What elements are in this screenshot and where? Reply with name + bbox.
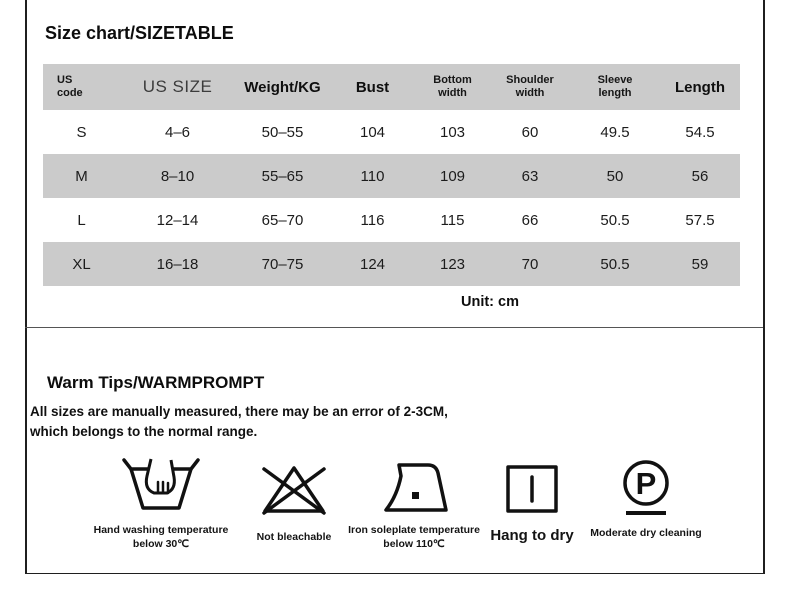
- column-header-shoulder-width: Shoulder width: [490, 64, 570, 110]
- size-cell: M: [75, 167, 88, 185]
- table-row-s: [43, 110, 740, 154]
- size-cell: 49.5: [600, 123, 630, 141]
- size-cell: 115: [440, 211, 465, 229]
- size-cell: 123: [439, 255, 466, 273]
- table-row-m: [43, 154, 740, 198]
- care-item-hand-wash: [88, 456, 234, 551]
- unit-note: Unit: cm: [461, 294, 519, 310]
- size-chart-title: Size chart/SIZETABLE: [45, 23, 234, 43]
- table-row-xl: [43, 242, 740, 286]
- size-cell: 56: [691, 167, 709, 185]
- size-cell: 116: [360, 211, 385, 229]
- size-cell: 16–18: [156, 255, 199, 273]
- size-cell: 103: [439, 123, 466, 141]
- size-cell: 104: [359, 123, 386, 141]
- size-cell: 110: [360, 167, 385, 185]
- size-cell: 66: [521, 211, 539, 229]
- size-cell: 50.5: [600, 211, 630, 229]
- section-divider: [25, 327, 763, 328]
- size-cell: 60: [521, 123, 539, 141]
- size-cell: 50.5: [600, 255, 630, 273]
- size-cell: 8–10: [160, 167, 195, 185]
- no-bleach-icon: [261, 461, 327, 515]
- size-cell: L: [77, 211, 86, 229]
- size-cell: 63: [521, 167, 539, 185]
- size-table: [43, 64, 740, 286]
- hand-wash-icon: [121, 456, 201, 514]
- size-cell: 59: [691, 255, 709, 273]
- care-label: Hang to dry: [490, 527, 574, 544]
- hang-to-dry-icon: [505, 464, 559, 514]
- svg-text:P: P: [635, 466, 657, 501]
- column-header-bottom-width: Bottom width: [415, 64, 490, 110]
- column-header-us-size: US SIZE: [120, 64, 235, 110]
- size-cell: 70: [521, 255, 539, 273]
- table-row-l: [43, 198, 740, 242]
- header-row: [43, 64, 740, 110]
- warm-tips-title: Warm Tips/WARMPROMPT: [47, 373, 265, 392]
- column-header-weight: Weight/KG: [235, 64, 330, 110]
- warm-tips-note: [30, 402, 448, 441]
- care-label: Iron soleplate temperature below 110℃: [348, 524, 480, 550]
- care-item-no-bleach: [238, 461, 350, 544]
- frame-bottom-border: [25, 573, 765, 575]
- column-header-us-code: US code: [43, 64, 120, 110]
- size-cell: 65–70: [261, 211, 304, 229]
- column-header-bust: Bust: [330, 64, 415, 110]
- iron-low-temp-icon: [378, 458, 450, 515]
- size-cell: 70–75: [261, 255, 304, 273]
- size-cell: 4–6: [164, 123, 191, 141]
- care-item-iron: [346, 458, 482, 551]
- size-cell: S: [76, 123, 87, 141]
- dry-clean-icon: [618, 458, 674, 517]
- warm-tips-note-line1: All sizes are manually measured, there may be an error of 2-3CM,: [30, 404, 448, 419]
- size-cell: 109: [439, 167, 466, 185]
- column-header-sleeve-length: Sleeve length: [570, 64, 660, 110]
- warm-tips-note-line2: which belongs to the normal range.: [30, 423, 258, 439]
- size-cell: 124: [359, 255, 386, 273]
- care-item-dry-clean: [577, 458, 715, 540]
- size-cell: 55–65: [261, 167, 304, 185]
- size-cell: XL: [72, 255, 91, 273]
- care-item-hang-dry: [477, 464, 587, 544]
- size-cell: 12–14: [156, 211, 199, 229]
- care-label: Not bleachable: [256, 531, 332, 543]
- frame-left-border: [25, 0, 27, 574]
- care-label: Moderate dry cleaning: [590, 527, 702, 539]
- size-cell: 54.5: [685, 123, 715, 141]
- size-cell: 57.5: [685, 211, 715, 229]
- column-header-length: Length: [660, 64, 740, 110]
- size-cell: 50: [606, 167, 624, 185]
- care-label: Hand washing temperature below 30℃: [93, 524, 229, 550]
- frame-right-border: [763, 0, 765, 574]
- size-cell: 50–55: [261, 123, 304, 141]
